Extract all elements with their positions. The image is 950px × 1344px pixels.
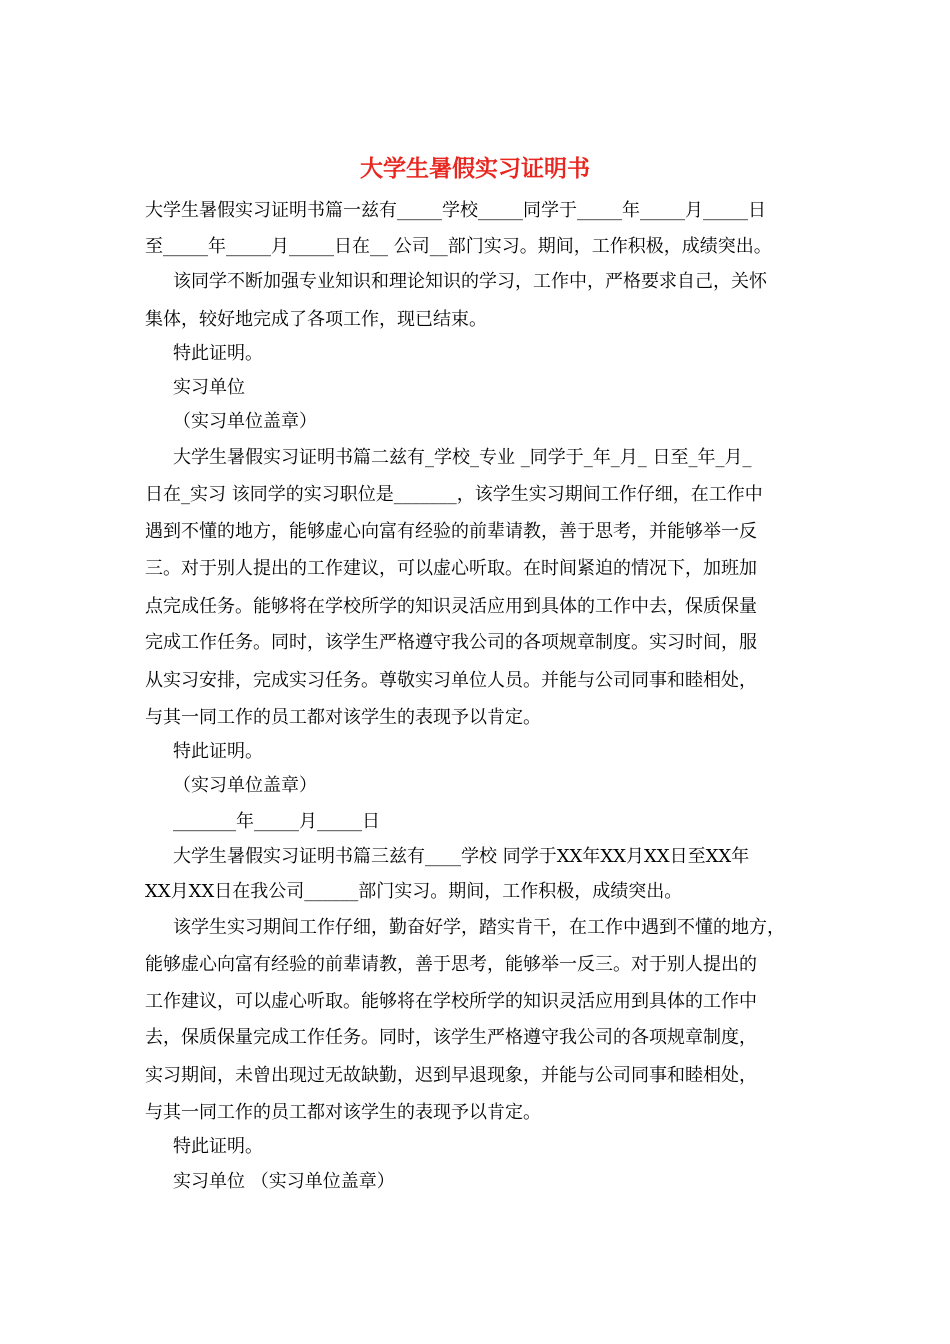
paragraph-line: 日在_实习 该同学的实习职位是_______，该学生实习期间工作仔细，在工作中 [145,484,763,505]
paragraph-line: 完成工作任务。同时，该学生严格遵守我公司的各项规章制度。实习时间，服 [145,632,757,653]
paragraph-line: 集体，较好地完成了各项工作，现已结束。 [145,309,487,330]
paragraph-line: 实习单位 （实习单位盖章） [173,1171,395,1192]
paragraph-line: 大学生暑假实习证明书篇一兹有_____学校_____同学于_____年_____月_____日 [145,200,766,221]
document-title: 大学生暑假实习证明书 [360,155,590,182]
paragraph-line: 大学生暑假实习证明书篇三兹有____学校 同学于XX年XX月XX日至XX年 [173,846,750,867]
paragraph-line: 遇到不懂的地方，能够虚心向富有经验的前辈请教，善于思考，并能够举一反 [145,521,757,542]
paragraph-line: 实习期间，未曾出现过无故缺勤，迟到早退现象，并能与公司同事和睦相处， [145,1065,757,1086]
paragraph-line: XX月XX日在我公司______部门实习。期间，工作积极，成绩突出。 [145,881,683,902]
paragraph-line: 与其一同工作的员工都对该学生的表现予以肯定。 [145,707,541,728]
paragraph-line: 特此证明。 [173,343,263,364]
paragraph-line: 特此证明。 [173,741,263,762]
paragraph-line: 实习单位 [173,377,245,398]
paragraph-line: 三。对于别人提出的工作建议，可以虚心听取。在时间紧迫的情况下，加班加 [145,558,757,579]
paragraph-line: 与其一同工作的员工都对该学生的表现予以肯定。 [145,1102,541,1123]
paragraph-line: 去，保质保量完成工作任务。同时，该学生严格遵守我公司的各项规章制度， [145,1027,757,1048]
paragraph-line: 能够虚心向富有经验的前辈请教，善于思考，能够举一反三。对于别人提出的 [145,954,757,975]
paragraph-line: _______年_____月_____日 [173,811,380,832]
paragraph-line: 特此证明。 [173,1136,263,1157]
paragraph-line: 该同学不断加强专业知识和理论知识的学习，工作中，严格要求自己，关怀 [173,271,767,292]
paragraph-line: 点完成任务。能够将在学校所学的知识灵活应用到具体的工作中去，保质保量 [145,596,757,617]
paragraph-line: 大学生暑假实习证明书篇二兹有_学校_专业 _同学于_年_月_ 日至_年_月_ [173,447,752,468]
paragraph-line: 从实习安排，完成实习任务。尊敬实习单位人员。并能与公司同事和睦相处， [145,670,757,691]
paragraph-line: 该学生实习期间工作仔细，勤奋好学，踏实肯干，在工作中遇到不懂的地方， [173,917,785,938]
paragraph-line: 工作建议，可以虚心听取。能够将在学校所学的知识灵活应用到具体的工作中 [145,991,757,1012]
paragraph-line: （实习单位盖章） [173,411,317,432]
paragraph-line: （实习单位盖章） [173,775,317,796]
paragraph-line: 至_____年_____月_____日在__ 公司__部门实习。期间，工作积极，成绩突出。 [145,236,772,257]
